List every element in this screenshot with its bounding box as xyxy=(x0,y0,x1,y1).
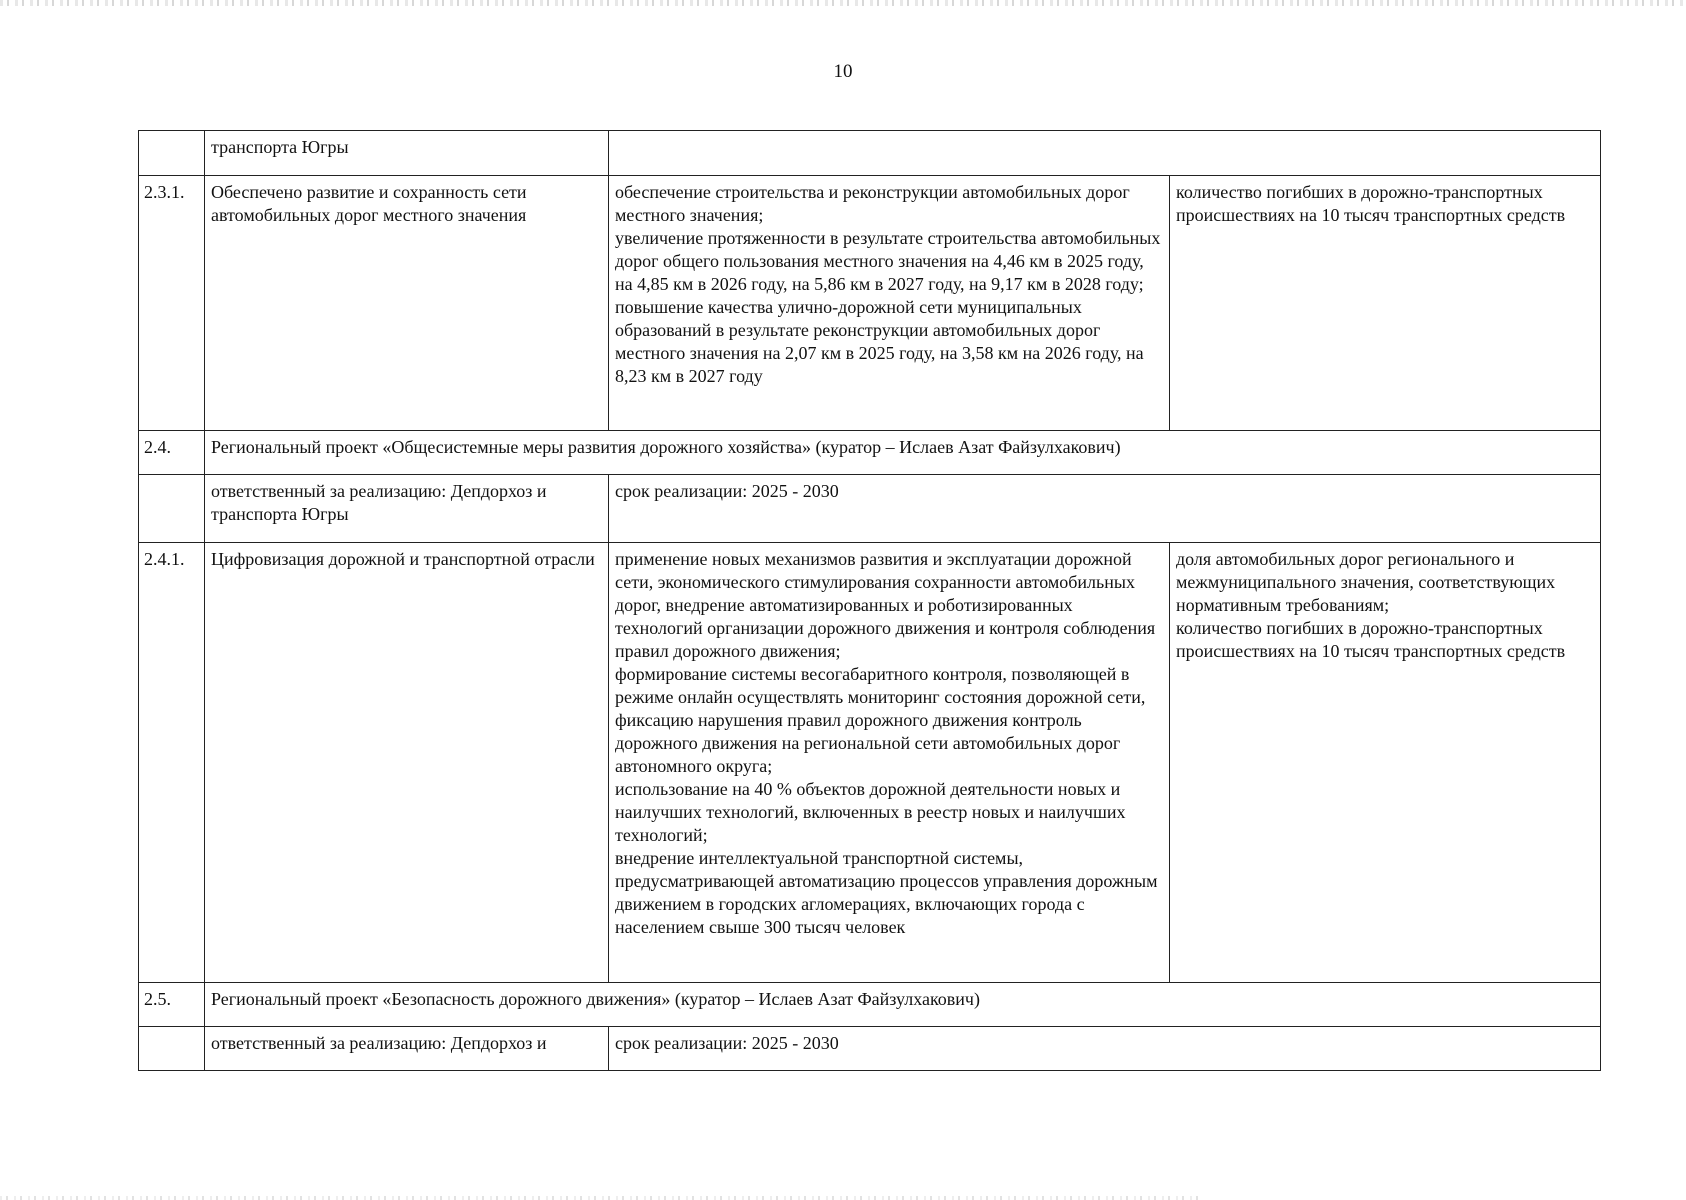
program-table xyxy=(138,130,1601,1071)
table-row-2-3-1 xyxy=(139,176,1601,431)
row-number-cell: 2.3.1. xyxy=(139,176,205,431)
row-number-cell: 2.4.1. xyxy=(139,543,205,983)
table-row-2-4-responsible xyxy=(139,475,1601,543)
project-title-cell: Региональный проект «Безопасность дорожного движения» (куратор – Ислаев Азат Файзулхакович) xyxy=(205,983,1601,1027)
description-cell: применение новых механизмов развития и эксплуатации дорожной сети, экономического стимулирования сохранности автомобильных дорог, внедрение автоматизированных и роботизированных технологий организации дорожного движения и контроля соблюдения правил дорожного движения; формирование системы весогабаритного контроля, позволяющей в режиме онлайн осуществлять мониторинг состояния дорожной сети, фиксацию нарушения правил дорожного движения контроль дорожного движения на региональной сети автомобильных дорог автономного округа; использование на 40 % объектов дорожной деятельности новых и наилучших технологий, включенных в реестр новых и наилучших технологий; внедрение интеллектуальной транспортной системы, предусматривающей автоматизацию процессов управления дорожным движением в городских агломерациях, включающих города с населением свыше 300 тысяч человек xyxy=(609,543,1170,983)
table-row-2-5-responsible xyxy=(139,1027,1601,1071)
item-name-cell: транспорта Югры xyxy=(205,131,609,176)
scan-edge-bottom xyxy=(0,1196,1200,1200)
indicators-cell: количество погибших в дорожно-транспортных происшествиях на 10 тысяч транспортных средств xyxy=(1170,176,1601,431)
row-number-cell xyxy=(139,475,205,543)
item-name-cell: Цифровизация дорожной и транспортной отрасли xyxy=(205,543,609,983)
description-cell: обеспечение строительства и реконструкции автомобильных дорог местного значения; увеличение протяженности в результате строительства автомобильных дорог общего пользования местного значения на 4,46 км в 2025 году, на 4,85 км в 2026 году, на 5,86 км в 2027 году, на 9,17 км в 2028 году; повышение качества улично-дорожной сети муниципальных образований в результате реконструкции автомобильных дорог местного значения на 2,07 км в 2025 году, на 3,58 км на 2026 году, на 8,23 км в 2027 году xyxy=(609,176,1170,431)
table-row-2-5 xyxy=(139,983,1601,1027)
merged-empty-cell xyxy=(609,131,1601,176)
responsible-cell: ответственный за реализацию: Депдорхоз и xyxy=(205,1027,609,1071)
term-cell: срок реализации: 2025 - 2030 xyxy=(609,1027,1601,1071)
scan-edge-top xyxy=(0,0,1686,6)
project-title-cell: Региональный проект «Общесистемные меры развития дорожного хозяйства» (куратор – Ислаев Азат Файзулхакович) xyxy=(205,431,1601,475)
row-number-cell xyxy=(139,131,205,176)
row-number-cell xyxy=(139,1027,205,1071)
table-row-continuation xyxy=(139,131,1601,176)
responsible-cell: ответственный за реализацию: Депдорхоз и транспорта Югры xyxy=(205,475,609,543)
indicators-cell: доля автомобильных дорог регионального и межмуниципального значения, соответствующих нормативным требованиям; количество погибших в дорожно-транспортных происшествиях на 10 тысяч транспортных средств xyxy=(1170,543,1601,983)
term-cell: срок реализации: 2025 - 2030 xyxy=(609,475,1601,543)
page-number: 10 xyxy=(833,61,853,82)
row-number-cell: 2.5. xyxy=(139,983,205,1027)
item-name-cell: Обеспечено развитие и сохранность сети автомобильных дорог местного значения xyxy=(205,176,609,431)
table-row-2-4-1 xyxy=(139,543,1601,983)
table-row-2-4 xyxy=(139,431,1601,475)
row-number-cell: 2.4. xyxy=(139,431,205,475)
